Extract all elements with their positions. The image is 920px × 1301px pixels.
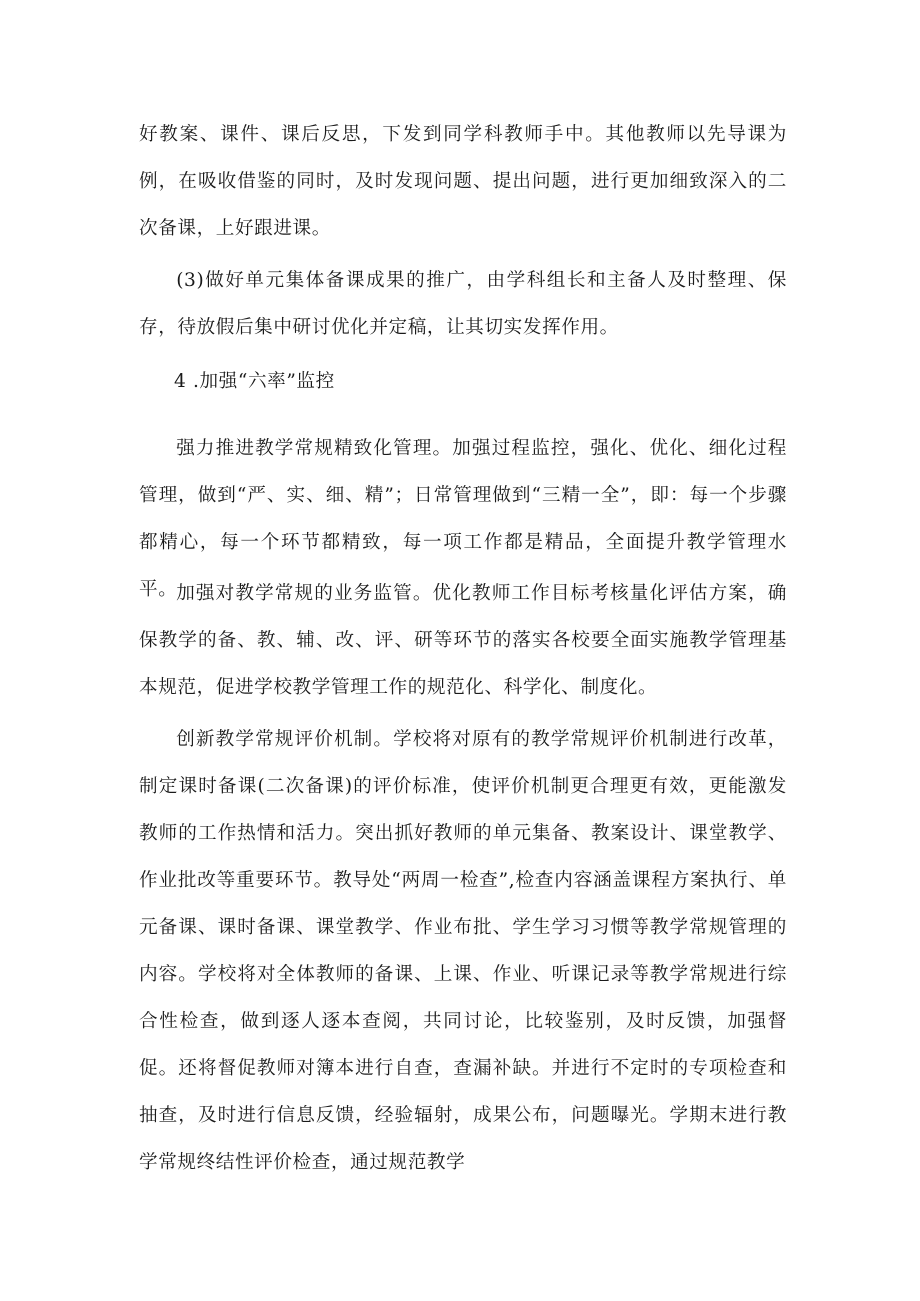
paragraph-fine-management: 强力推进教学常规精致化管理。加强过程监控，强化、优化、细化过程管理，做到“严、实、细、精”；日常管理做到“三精一全”，即：每一个步骤都精心，每一个环节都精致，每一项工作都是精品，全面提升教学管理水平。 — [139, 438, 787, 600]
paragraph-evaluation-mechanism: 创新教学常规评价机制。学校将对原有的教学常规评价机制进行改革，制定课时备课(二次备课)的评价标准，使评价机制更合理更有效，更能激发教师的工作热情和活力。突出抓好教师的单元集备、教案设计、课堂教学、作业批改等重要环节。教导处“两周一检查”,检查内容涵盖课程方案执行、单元备课、课时备课、课堂教学、作业布批、学生学习习惯等教学常规管理的内容。学校将对全体教师的备课、上课、作业、听课记录等教学常规进行综合性检查，做到逐人逐本查阅，共同讨论，比较鉴别，及时反馈，加强督促。还将督促教师对簿本进行自查，查漏补缺。并进行不定时的专项检查和抽查，及时进行信息反馈，经验辐射，成果公布，问题曝光。学期末进行教学常规终结性评价检查，通过规范教学 — [139, 729, 787, 1173]
paragraph-business-supervision: 加强对教学常规的业务监管。优化教师工作目标考核量化评估方案，确保教学的备、教、辅、改、评、研等环节的落实各校要全面实施教学管理基本规范，促进学校教学管理工作的规范化、科学化、制度化。 — [139, 583, 787, 698]
section-heading-six-rates: 4 .加强“六率”监控 — [174, 371, 335, 392]
paragraph-lesson-prep-continued: 好教案、课件、课后反思，下发到同学科教师手中。其他教师以先导课为例，在吸收借鉴的同时，及时发现问题、提出问题，进行更加细致深入的二次备课，上好跟进课。 — [139, 124, 787, 239]
paragraph-unit-prep-promotion: (3)做好单元集体备课成果的推广，由学科组长和主备人及时整理、保存，待放假后集中研讨优化并定稿，让其切实发挥作用。 — [139, 270, 787, 338]
